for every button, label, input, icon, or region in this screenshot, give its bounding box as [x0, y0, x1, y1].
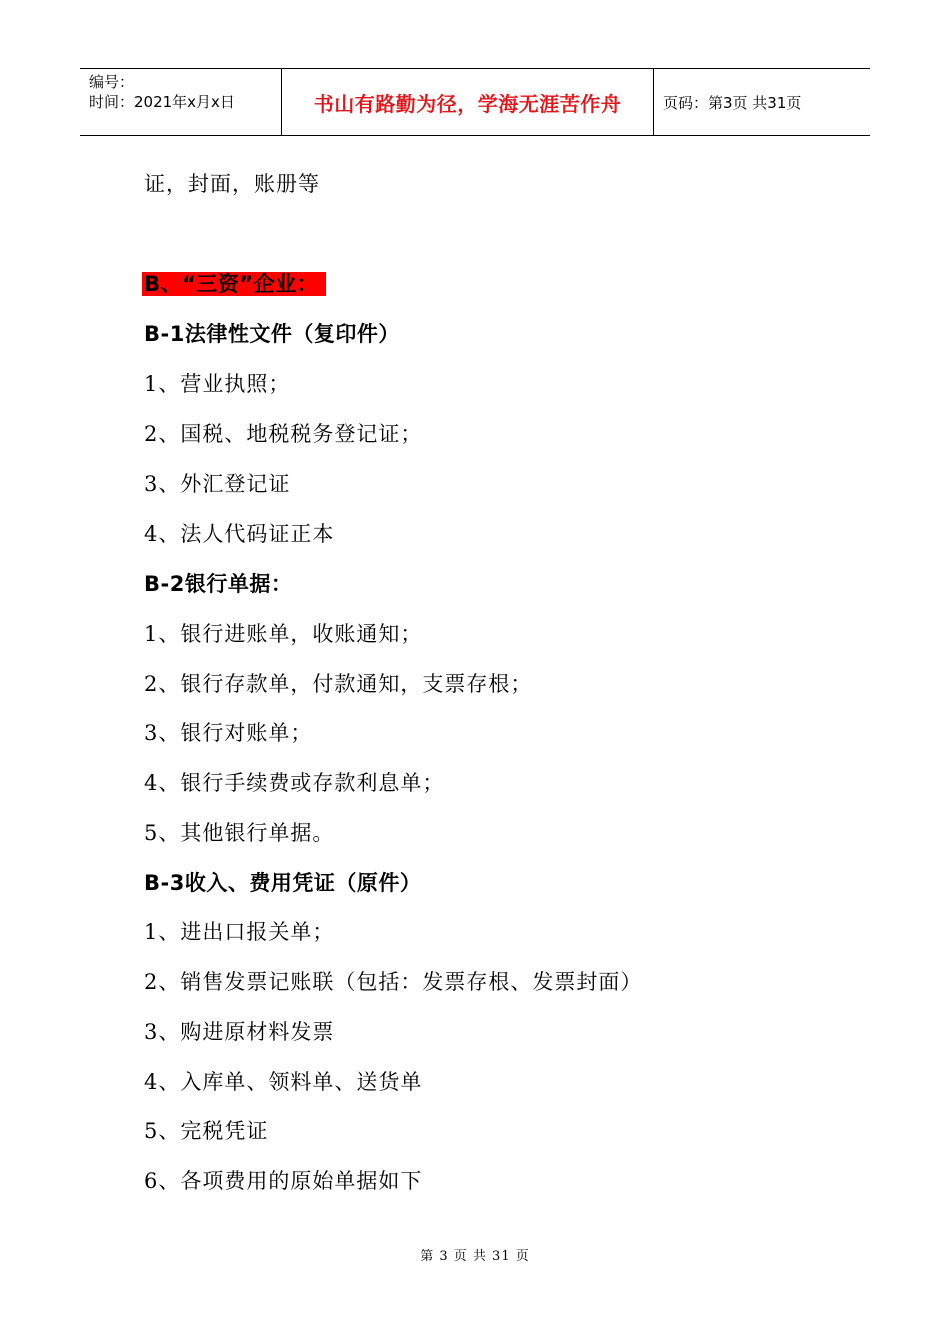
list-item: 5、完税凭证: [144, 1119, 269, 1143]
subsection-heading: B-1法律性文件（复印件）: [144, 322, 400, 346]
list-item: 1、营业执照；: [144, 372, 291, 396]
list-item: 4、法人代码证正本: [144, 522, 335, 546]
highlighted-heading: B、“三资”企业：: [142, 272, 326, 296]
time-label: 时间：2021年x月x日: [89, 93, 235, 111]
header-motto: 书山有路勤为径，学海无涯苦作舟: [282, 69, 654, 135]
section-heading: [144, 270, 326, 298]
page-footer: 第 3 页 共 31 页: [420, 1249, 530, 1264]
list-item: 3、外汇登记证: [144, 472, 291, 496]
list-item: 1、银行进账单，收账通知；: [144, 622, 423, 646]
subsection-heading: B-3收入、费用凭证（原件）: [144, 871, 422, 895]
list-item: 6、各项费用的原始单据如下: [144, 1169, 423, 1193]
list-item: 1、进出口报关单；: [144, 920, 335, 944]
list-item: 2、银行存款单，付款通知，支票存根；: [144, 672, 533, 696]
body-line: 证，封面，账册等: [144, 172, 320, 196]
list-item: 2、国税、地税税务登记证；: [144, 422, 423, 446]
list-item: 5、其他银行单据。: [144, 821, 335, 845]
header-meta: [80, 69, 282, 135]
list-item: 4、银行手续费或存款利息单；: [144, 771, 445, 795]
list-item: 2、销售发票记账联（包括：发票存根、发票封面）: [144, 970, 643, 994]
number-label: 编号：: [89, 73, 135, 91]
list-item: 3、银行对账单；: [144, 721, 313, 745]
header-page-info: 页码：第3页 共31页: [663, 93, 802, 112]
list-item: 3、购进原材料发票: [144, 1020, 335, 1044]
list-item: 4、入库单、领料单、送货单: [144, 1070, 423, 1094]
subsection-heading: B-2银行单据：: [144, 572, 293, 596]
page-header: [80, 68, 870, 136]
